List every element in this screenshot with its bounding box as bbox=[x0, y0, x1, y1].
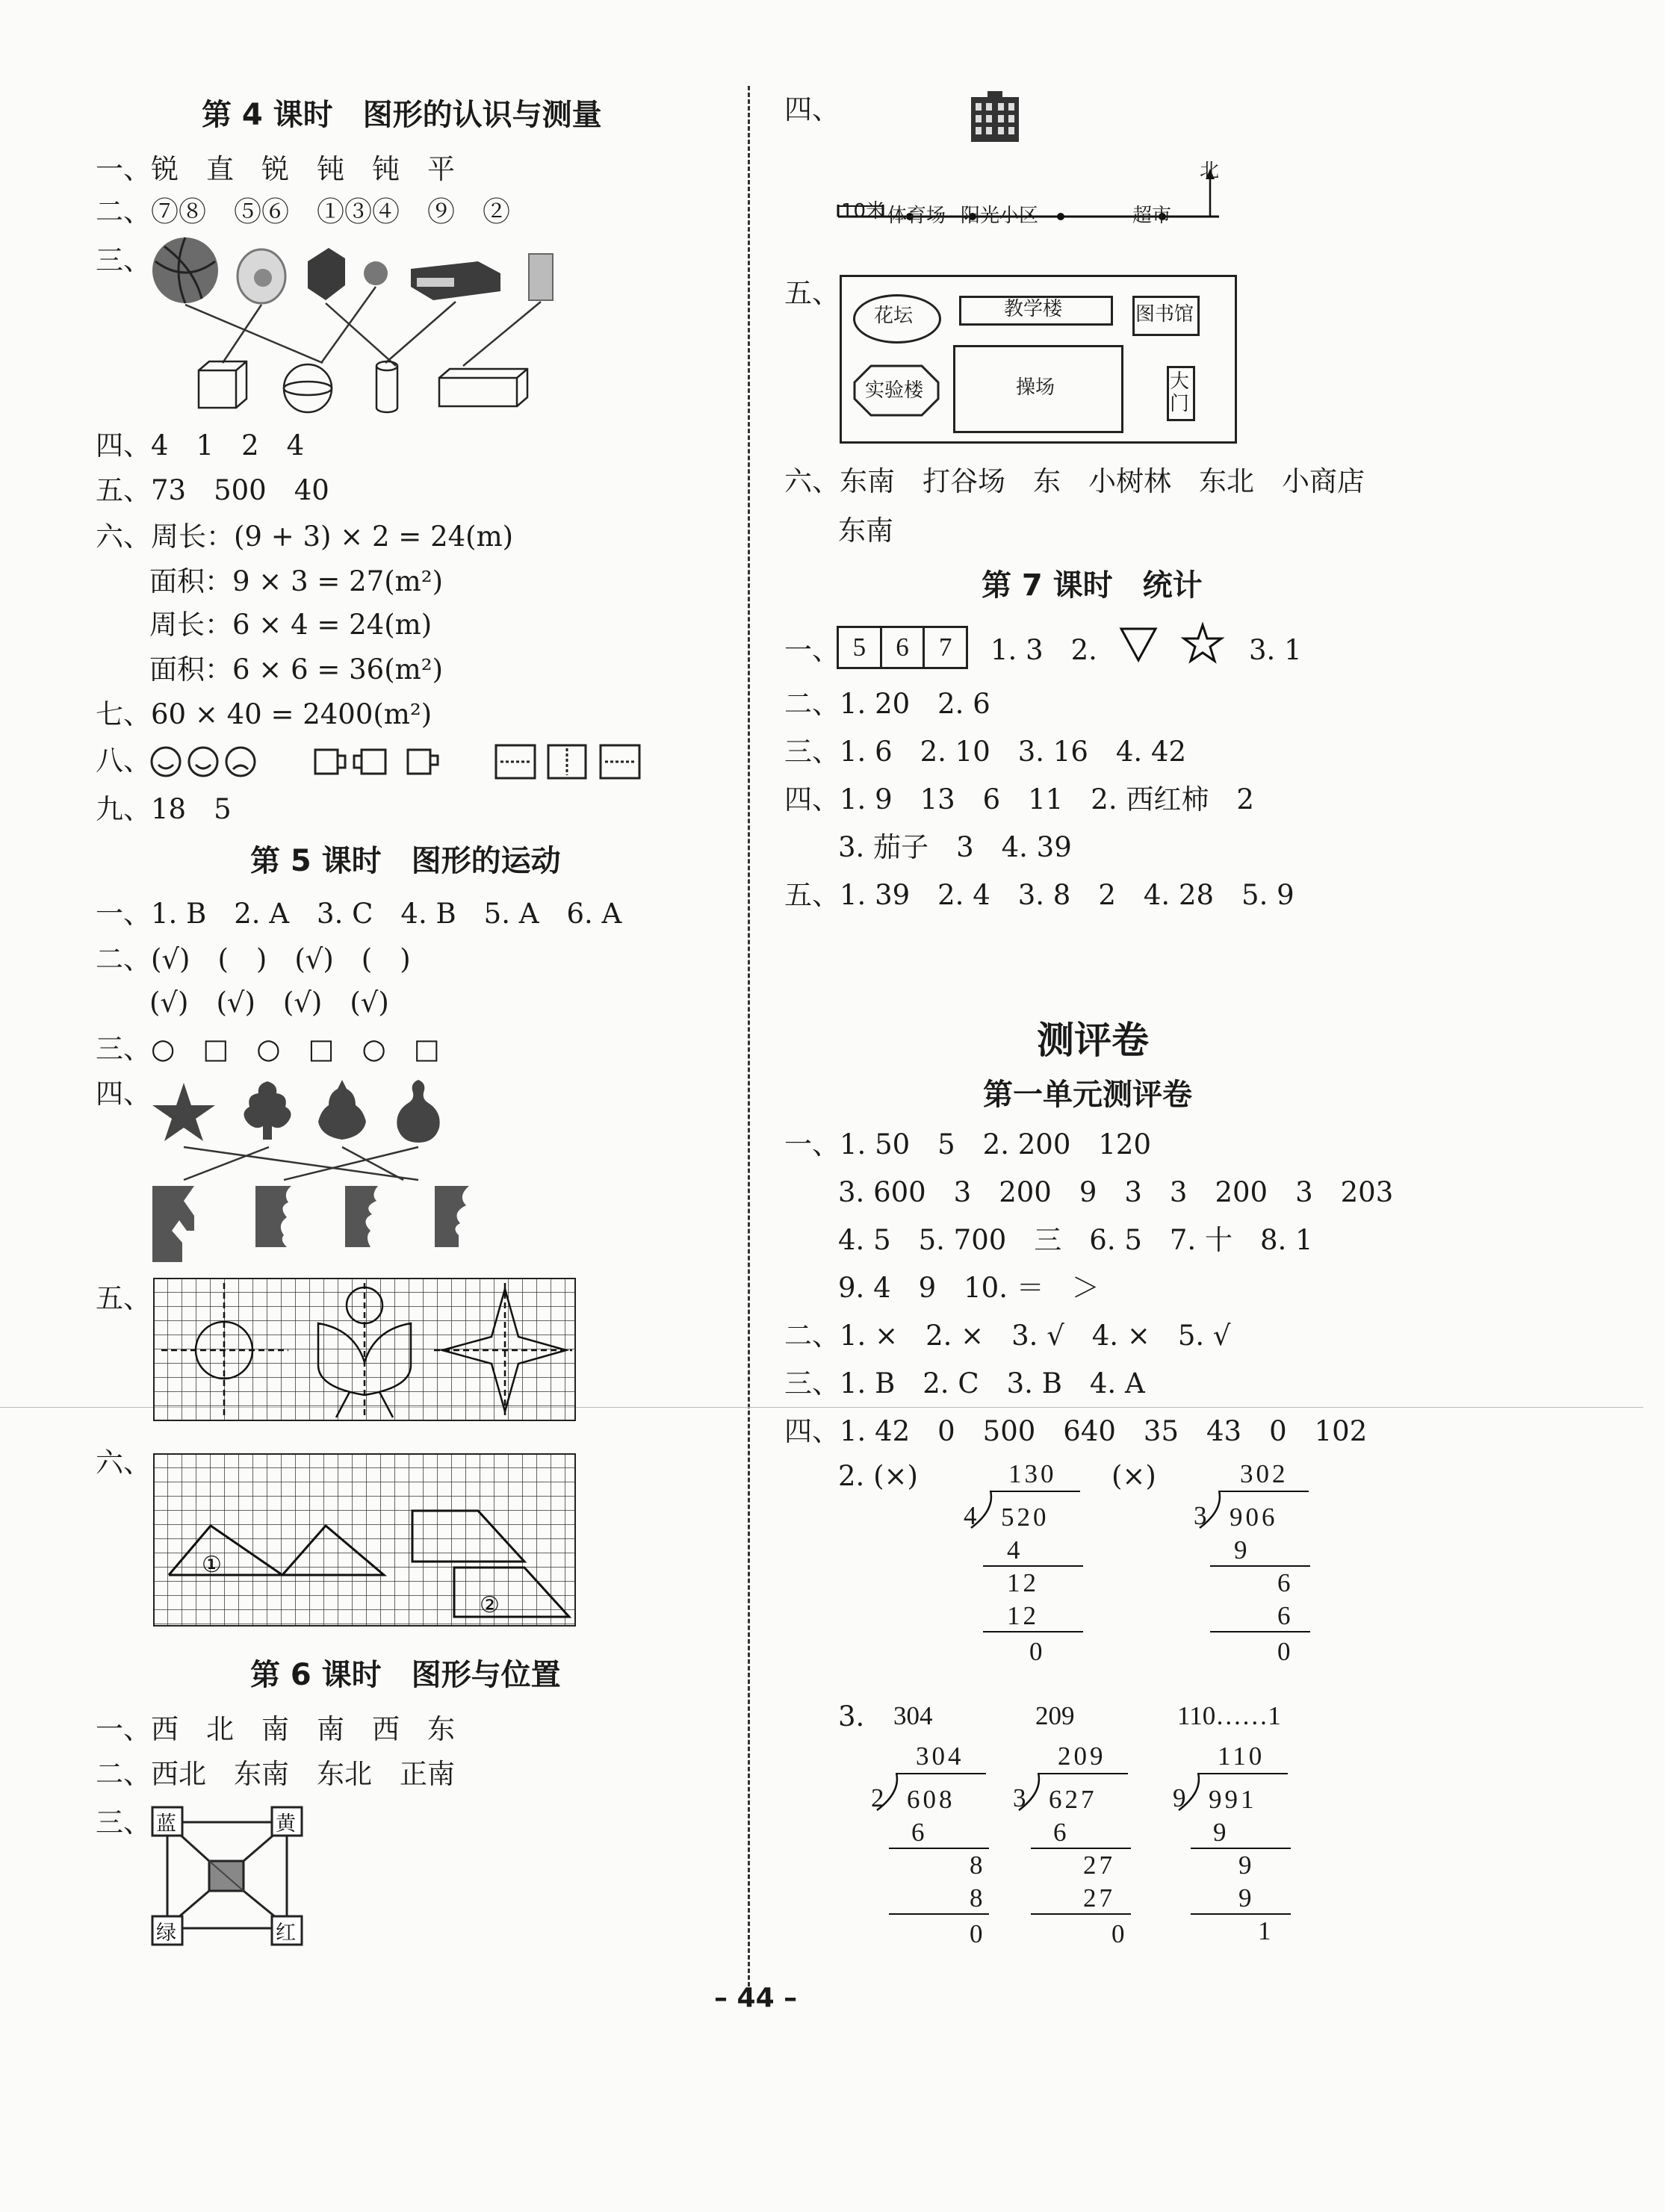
div2-s4: 0 bbox=[1277, 1637, 1291, 1666]
l4-q6b: 面积：9 × 3 = 27(m²) bbox=[149, 565, 443, 597]
t-q4b-prefix: 2. (×) bbox=[838, 1460, 918, 1492]
lesson7-title: 第 7 课时 统计 bbox=[982, 568, 1203, 603]
div4-divisor: 3 bbox=[1013, 1783, 1026, 1812]
l4-q7: 七、60 × 40 = 2400(m²) bbox=[96, 698, 432, 730]
div5-quotient: 110 bbox=[1218, 1742, 1265, 1771]
grid-symmetry-figure bbox=[154, 1279, 575, 1420]
faces-and-views-figure bbox=[149, 739, 657, 784]
corner-blue: 蓝 bbox=[156, 1812, 176, 1836]
l5-q1: 一、1. B 2. A 3. C 4. B 5. A 6. A bbox=[96, 898, 622, 930]
r-q6a: 六、东南 打谷场 东 小树林 东北 小商店 bbox=[784, 465, 1365, 497]
div5-s2: 9 bbox=[1238, 1851, 1252, 1880]
t-q4c-prefix: 3. bbox=[838, 1700, 865, 1733]
test-title: 测评卷 bbox=[1037, 1019, 1149, 1062]
map-place-community: 阳光小区 bbox=[961, 205, 1039, 227]
triangle-down-icon bbox=[1119, 626, 1158, 663]
box-6: 6 bbox=[882, 628, 925, 667]
t-q3: 三、1. B 2. C 3. B 4. A bbox=[784, 1367, 1145, 1399]
div1-s3: 12 bbox=[1007, 1601, 1039, 1630]
campus-playground: 操场 bbox=[1016, 376, 1055, 399]
campus-gate: 大门 bbox=[1170, 370, 1190, 415]
l6-q3: 三、 bbox=[96, 1806, 151, 1839]
l5-q5: 五、 bbox=[96, 1282, 151, 1314]
symmetry-matching-figure bbox=[149, 1075, 508, 1262]
div3-dividend: 608 bbox=[907, 1785, 955, 1814]
t-q4b-mid: (×) bbox=[1111, 1460, 1156, 1492]
div2-quotient: 302 bbox=[1240, 1459, 1289, 1488]
l5-q4: 四、 bbox=[96, 1078, 151, 1110]
t-q1c: 4. 5 5. 700 三 6. 5 7. 十 8. 1 bbox=[838, 1224, 1313, 1256]
l7-q1-rest: 1. 3 2. bbox=[990, 634, 1097, 666]
div4-s2: 27 bbox=[1083, 1851, 1115, 1880]
corner-green: 绿 bbox=[156, 1921, 176, 1945]
l4-q9: 九、18 5 bbox=[96, 793, 232, 825]
corner-red: 红 bbox=[276, 1921, 296, 1945]
cuboid-shape bbox=[439, 378, 517, 406]
campus-teaching: 教学楼 bbox=[1004, 298, 1063, 320]
r-q4-label: 四、 bbox=[784, 93, 840, 125]
l7-q5: 五、1. 39 2. 4 3. 8 2 4. 28 5. 9 bbox=[784, 879, 1295, 911]
column-divider bbox=[748, 86, 750, 1986]
sphere-shape bbox=[284, 364, 332, 412]
l6-q2: 二、西北 东南 东北 正南 bbox=[96, 1758, 455, 1790]
grid-translation-figure bbox=[154, 1454, 575, 1626]
l4-q3: 三、 bbox=[96, 244, 151, 276]
star-outline-icon bbox=[1182, 623, 1224, 663]
div5-divisor: 9 bbox=[1173, 1783, 1186, 1812]
cube-shape bbox=[199, 370, 236, 408]
basketball-icon bbox=[152, 237, 218, 303]
div1-s2: 12 bbox=[1007, 1568, 1039, 1597]
gourd-icon bbox=[397, 1080, 439, 1143]
test-subtitle: 第一单元测评卷 bbox=[983, 1078, 1192, 1112]
l6-q1: 一、西 北 南 南 西 东 bbox=[96, 1713, 455, 1745]
div5-dividend: 991 bbox=[1209, 1785, 1257, 1814]
number-boxes bbox=[837, 626, 968, 669]
t-q1d: 9. 4 9 10. ＝ ＞ bbox=[838, 1272, 1100, 1304]
t-q4a: 四、1. 42 0 500 640 35 43 0 102 bbox=[784, 1415, 1368, 1447]
solids-matching-figure bbox=[149, 232, 568, 426]
corner-yellow: 黄 bbox=[276, 1812, 296, 1836]
t-q2: 二、1. × 2. × 3. √ 4. × 5. √ bbox=[784, 1320, 1231, 1352]
l4-q2: 二、⑦⑧ ⑤⑥ ①③④ ⑨ ② bbox=[96, 196, 510, 228]
r-q6b: 东南 bbox=[838, 515, 893, 547]
t-q4c-answer-3: 110……1 bbox=[1177, 1701, 1281, 1730]
l7-q2: 二、1. 20 2. 6 bbox=[784, 688, 990, 720]
map-place-supermarket: 超市 bbox=[1132, 205, 1172, 227]
div3-s4: 0 bbox=[970, 1919, 983, 1948]
div2-dividend: 906 bbox=[1230, 1503, 1278, 1532]
l4-q6c: 周长：6 × 4 = 24(m) bbox=[149, 609, 432, 641]
div2-s3: 6 bbox=[1277, 1601, 1291, 1630]
cup-view-icon bbox=[408, 750, 430, 774]
div1-s4: 0 bbox=[1029, 1637, 1043, 1666]
div5-s3: 9 bbox=[1238, 1883, 1252, 1913]
vase-icon bbox=[318, 1080, 366, 1140]
half-tree-shape bbox=[255, 1186, 291, 1247]
l4-q4: 四、4 1 2 4 bbox=[96, 429, 305, 462]
l5-q2b: (√) (√) (√) (√) bbox=[149, 987, 389, 1019]
div2-s2: 6 bbox=[1277, 1568, 1291, 1597]
campus-garden: 花坛 bbox=[874, 305, 914, 327]
label-1: ① bbox=[202, 1552, 222, 1578]
div1-dividend: 520 bbox=[1001, 1503, 1049, 1532]
lesson5-title: 第 5 课时 图形的运动 bbox=[250, 844, 561, 878]
div4-s3: 27 bbox=[1083, 1883, 1115, 1913]
l5-q6: 六、 bbox=[96, 1447, 151, 1479]
half-gourd-shape bbox=[435, 1186, 469, 1247]
cup-view-icon bbox=[315, 750, 338, 774]
l7-q3: 三、1. 6 2. 10 3. 16 4. 42 bbox=[784, 736, 1187, 768]
sad-face-icon bbox=[226, 748, 255, 776]
l4-q6a: 六、周长：(9 + 3) × 2 = 24(m) bbox=[96, 521, 514, 553]
lesson6-title: 第 6 课时 图形与位置 bbox=[250, 1658, 561, 1692]
r-q5-label: 五、 bbox=[784, 277, 840, 309]
div4-s1: 6 bbox=[1053, 1818, 1067, 1847]
box-5: 5 bbox=[839, 628, 882, 667]
div2-divisor: 3 bbox=[1194, 1501, 1207, 1530]
half-vase-shape bbox=[345, 1186, 378, 1247]
l7-q4b: 3. 茄子 3 4. 39 bbox=[838, 831, 1072, 863]
div4-quotient: 209 bbox=[1058, 1742, 1106, 1771]
smile-face-icon bbox=[189, 748, 217, 776]
div4-dividend: 627 bbox=[1049, 1785, 1097, 1814]
smile-face-icon bbox=[152, 748, 180, 776]
page-number: – 44 – bbox=[714, 1983, 798, 2013]
can-object-icon bbox=[529, 254, 553, 300]
t-q1b: 3. 600 3 200 9 3 3 200 3 203 bbox=[838, 1176, 1394, 1208]
t-q4c-answer-1: 304 bbox=[893, 1701, 933, 1730]
building-icon bbox=[971, 91, 1019, 142]
l5-q3: 三、○ □ ○ □ ○ □ bbox=[96, 1033, 440, 1065]
half-star-shape bbox=[152, 1186, 194, 1262]
ball-object-icon bbox=[364, 261, 388, 285]
l4-q6d: 面积：6 × 6 = 36(m²) bbox=[149, 653, 443, 686]
box-7: 7 bbox=[938, 633, 952, 662]
campus-library: 图书馆 bbox=[1135, 303, 1194, 326]
l5-q2a: 二、(√) ( ) (√) ( ) bbox=[96, 943, 411, 975]
cube-object-icon bbox=[308, 248, 345, 300]
div3-divisor: 2 bbox=[871, 1783, 884, 1812]
l7-q1-prefix: 一、 bbox=[784, 634, 840, 666]
color-position-figure bbox=[152, 1807, 302, 1945]
l4-q5: 五、73 500 40 bbox=[96, 474, 329, 506]
div3-quotient: 304 bbox=[916, 1742, 964, 1771]
map-place-stadium: 体育场 bbox=[887, 205, 946, 227]
div1-quotient: 130 bbox=[1008, 1459, 1057, 1488]
star-icon bbox=[152, 1083, 215, 1141]
cup-view-icon bbox=[354, 750, 385, 774]
map-north: 北 bbox=[1200, 160, 1220, 182]
div1-divisor: 4 bbox=[964, 1501, 977, 1530]
l7-q1-end: 3. 1 bbox=[1249, 634, 1302, 666]
div5-s1: 9 bbox=[1213, 1818, 1227, 1847]
tree-icon bbox=[244, 1081, 291, 1140]
t-q1a: 一、1. 50 5 2. 200 120 bbox=[784, 1128, 1151, 1161]
div3-s1: 6 bbox=[911, 1818, 925, 1847]
campus-lab: 实验楼 bbox=[865, 379, 924, 402]
div2-s1: 9 bbox=[1234, 1535, 1247, 1565]
lesson4-title: 第 4 课时 图形的认识与测量 bbox=[202, 98, 602, 132]
label-2: ② bbox=[480, 1592, 500, 1618]
div1-s1: 4 bbox=[1007, 1535, 1020, 1565]
div5-s4: 1 bbox=[1258, 1916, 1271, 1945]
l7-q4a: 四、1. 9 13 6 11 2. 西红柿 2 bbox=[784, 783, 1254, 815]
map-scale: 10米 bbox=[841, 200, 886, 223]
div3-s2: 8 bbox=[970, 1851, 983, 1880]
l4-q8: 八、 bbox=[96, 745, 151, 777]
div3-s3: 8 bbox=[970, 1883, 983, 1913]
l4-q1: 一、锐 直 锐 钝 钝 平 bbox=[96, 153, 455, 185]
div4-s4: 0 bbox=[1111, 1919, 1125, 1948]
t-q4c-answer-2: 209 bbox=[1035, 1701, 1075, 1730]
